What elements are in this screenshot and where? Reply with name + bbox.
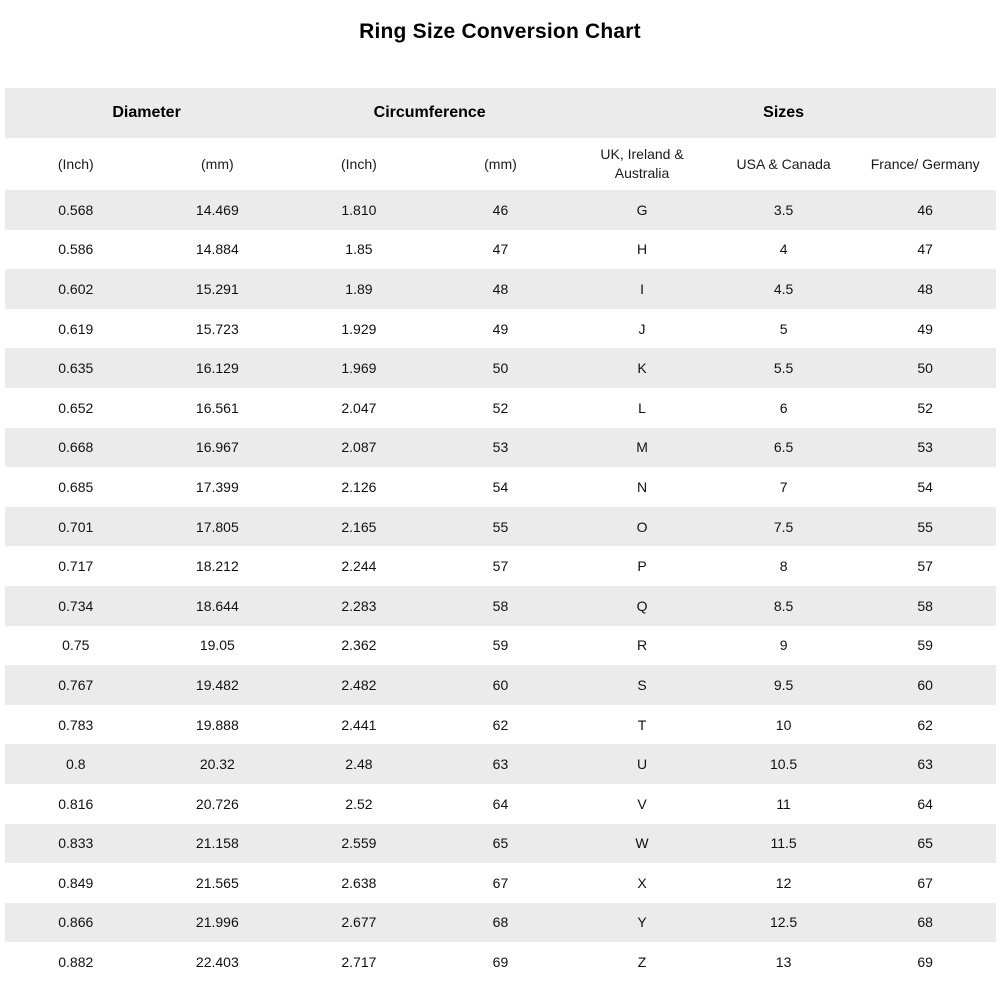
- table-cell: 2.283: [341, 597, 377, 614]
- table-cell: 47: [492, 241, 509, 258]
- table-cell: Z: [637, 954, 647, 971]
- table-cell: 0.586: [58, 241, 94, 258]
- table-cell: W: [635, 835, 649, 852]
- table-cell: H: [636, 241, 648, 258]
- table-cell: 58: [492, 597, 509, 614]
- table-cell: 21.565: [195, 874, 239, 891]
- table-cell: 4.5: [773, 280, 794, 297]
- table-cell: 15.723: [195, 320, 239, 337]
- table-cell: 2.244: [341, 558, 377, 575]
- table-cell: 0.717: [58, 558, 94, 575]
- table-cell: 17.399: [195, 478, 239, 495]
- table-cell: 55: [917, 518, 933, 535]
- table-cell: 53: [492, 439, 509, 456]
- table-cell: 9: [779, 637, 788, 654]
- table-row: [5, 705, 996, 745]
- table-cell: 0.701: [58, 518, 94, 535]
- table-cell: 0.635: [58, 360, 94, 377]
- table-cell: 17.805: [195, 518, 239, 535]
- table-cell: 19.05: [199, 637, 235, 654]
- table-cell: 60: [917, 676, 933, 693]
- table-cell: 16.129: [195, 360, 239, 377]
- table-cell: 19.482: [195, 676, 239, 693]
- table-cell: 0.668: [58, 439, 94, 456]
- table-row: [5, 269, 996, 309]
- table-cell: 10: [775, 716, 792, 733]
- group-header-row: [5, 88, 996, 138]
- table-cell: 50: [492, 360, 509, 377]
- group-header-sizes: Sizes: [763, 104, 805, 121]
- table-cell: 0.767: [58, 676, 94, 693]
- table-cell: G: [636, 201, 648, 218]
- table-cell: 4: [779, 241, 788, 258]
- table-cell: 2.48: [345, 756, 373, 773]
- column-header-6: France/ Germany: [870, 155, 980, 172]
- table-cell: 20.726: [195, 795, 239, 812]
- table-cell: 2.165: [341, 518, 377, 535]
- table-cell: 50: [917, 360, 933, 377]
- table-cell: 63: [492, 756, 509, 773]
- table-cell: 46: [492, 201, 509, 218]
- table-cell: 1.929: [341, 320, 377, 337]
- column-header-4: UK, Ireland & Australia: [600, 146, 684, 181]
- table-cell: 7: [779, 478, 788, 495]
- ring-size-conversion-table: [5, 88, 996, 982]
- table-cell: 0.568: [58, 201, 94, 218]
- table-cell: K: [637, 360, 647, 377]
- table-row: [5, 784, 996, 824]
- table-cell: 62: [492, 716, 509, 733]
- table-cell: 6: [779, 399, 788, 416]
- table-cell: 1.810: [341, 201, 377, 218]
- table-cell: 63: [917, 756, 933, 773]
- table-cell: L: [638, 399, 646, 416]
- table-cell: 0.833: [58, 835, 94, 852]
- table-cell: U: [636, 756, 648, 773]
- table-cell: 0.619: [58, 320, 94, 337]
- table-cell: 0.734: [58, 597, 94, 614]
- table-body: [5, 190, 996, 982]
- table-cell: 3.5: [773, 201, 794, 218]
- table-cell: 0.866: [58, 914, 94, 931]
- table-cell: 67: [492, 874, 509, 891]
- table-cell: 62: [917, 716, 933, 733]
- column-header-3: (mm): [484, 155, 517, 172]
- table-cell: V: [637, 795, 647, 812]
- table-cell: 18.212: [195, 558, 239, 575]
- table-cell: 10.5: [769, 756, 798, 773]
- table-cell: 57: [917, 558, 933, 575]
- table-row: [5, 467, 996, 507]
- table-cell: 57: [492, 558, 509, 575]
- table-cell: 0.75: [62, 637, 90, 654]
- table-cell: 0.783: [58, 716, 94, 733]
- table-cell: 0.849: [58, 874, 94, 891]
- table-cell: 64: [917, 795, 933, 812]
- table-cell: Y: [637, 914, 647, 931]
- column-header-5: USA & Canada: [736, 155, 831, 172]
- table-cell: 58: [917, 597, 933, 614]
- table-cell: P: [637, 558, 647, 575]
- table-cell: 12: [775, 874, 792, 891]
- table-cell: 2.677: [341, 914, 377, 931]
- table-cell: Q: [636, 597, 648, 614]
- table-cell: 15.291: [195, 280, 239, 297]
- table-cell: 8: [779, 558, 788, 575]
- table-row: [5, 586, 996, 626]
- table-cell: 68: [492, 914, 509, 931]
- table-cell: N: [636, 478, 648, 495]
- table-cell: 1.969: [341, 360, 377, 377]
- table-cell: 47: [917, 241, 933, 258]
- table-cell: 0.882: [58, 954, 94, 971]
- table-cell: 69: [492, 954, 509, 971]
- table-cell: 46: [917, 201, 933, 218]
- table-row: [5, 428, 996, 468]
- table-cell: X: [637, 874, 647, 891]
- table-cell: T: [637, 716, 647, 733]
- table-cell: 2.047: [341, 399, 377, 416]
- table-cell: J: [638, 320, 646, 337]
- table-row: [5, 626, 996, 666]
- table-cell: 1.85: [345, 241, 373, 258]
- table-cell: R: [636, 637, 648, 654]
- table-cell: 0.685: [58, 478, 94, 495]
- column-header-row: [5, 138, 996, 190]
- table-cell: M: [636, 439, 648, 456]
- table-cell: 60: [492, 676, 509, 693]
- table-cell: 68: [917, 914, 933, 931]
- table-cell: 67: [917, 874, 933, 891]
- table-cell: 64: [492, 795, 509, 812]
- table-cell: S: [637, 676, 647, 693]
- table-row: [5, 230, 996, 270]
- table-cell: 69: [917, 954, 933, 971]
- table-row: [5, 190, 996, 230]
- table-cell: 55: [492, 518, 509, 535]
- table-cell: 2.559: [341, 835, 377, 852]
- table-cell: 48: [917, 280, 933, 297]
- table-cell: 21.158: [195, 835, 239, 852]
- table-cell: 2.717: [341, 954, 377, 971]
- table-cell: 2.087: [341, 439, 377, 456]
- table-row: [5, 348, 996, 388]
- table-cell: 0.8: [66, 756, 86, 773]
- table-row: [5, 903, 996, 943]
- table-row: [5, 546, 996, 586]
- table-row: [5, 942, 996, 982]
- table-cell: 14.469: [195, 201, 239, 218]
- table-cell: 59: [917, 637, 933, 654]
- table-cell: O: [636, 518, 648, 535]
- table-cell: 2.482: [341, 676, 377, 693]
- table-cell: 52: [917, 399, 933, 416]
- table-cell: 59: [492, 637, 509, 654]
- table-cell: 18.644: [195, 597, 239, 614]
- table-row: [5, 863, 996, 903]
- table-cell: 48: [492, 280, 509, 297]
- column-header-0: (Inch): [57, 155, 94, 172]
- table-row: [5, 824, 996, 864]
- table-cell: 54: [492, 478, 509, 495]
- table-cell: 1.89: [345, 280, 373, 297]
- table-cell: 0.652: [58, 399, 94, 416]
- table-cell: 2.638: [341, 874, 377, 891]
- table-cell: 11: [776, 795, 791, 812]
- table-cell: 16.561: [195, 399, 239, 416]
- table-cell: 52: [492, 399, 509, 416]
- table-row: [5, 744, 996, 784]
- group-header-diameter: Diameter: [112, 104, 181, 121]
- page-title: Ring Size Conversion Chart: [359, 20, 641, 43]
- table-cell: 2.362: [341, 637, 377, 654]
- table-cell: 13: [775, 954, 792, 971]
- table-header: [5, 88, 996, 190]
- table-cell: 22.403: [195, 954, 239, 971]
- table-row: [5, 388, 996, 428]
- table-cell: 2.441: [341, 716, 377, 733]
- table-cell: 0.602: [58, 280, 94, 297]
- table-cell: I: [640, 280, 644, 297]
- table-cell: 65: [492, 835, 509, 852]
- table-row: [5, 665, 996, 705]
- table-cell: 19.888: [195, 716, 239, 733]
- table-cell: 11.5: [770, 835, 797, 852]
- table-cell: 49: [492, 320, 509, 337]
- table-cell: 21.996: [195, 914, 239, 931]
- table-cell: 2.52: [345, 795, 373, 812]
- table-cell: 5.5: [773, 360, 794, 377]
- table-row: [5, 507, 996, 547]
- table-cell: 6.5: [773, 439, 794, 456]
- table-cell: 8.5: [773, 597, 794, 614]
- table-cell: 9.5: [773, 676, 794, 693]
- table-cell: 53: [917, 439, 933, 456]
- table-cell: 54: [917, 478, 933, 495]
- table-cell: 20.32: [199, 756, 235, 773]
- column-header-1: (mm): [201, 155, 234, 172]
- table-cell: 5: [779, 320, 788, 337]
- table-cell: 12.5: [769, 914, 798, 931]
- column-header-2: (Inch): [341, 155, 377, 172]
- table-cell: 2.126: [341, 478, 377, 495]
- table-cell: 49: [917, 320, 933, 337]
- table-cell: 14.884: [195, 241, 239, 258]
- table-cell: 65: [917, 835, 933, 852]
- table-cell: 16.967: [195, 439, 239, 456]
- table-cell: 0.816: [58, 795, 94, 812]
- table-cell: 7.5: [773, 518, 794, 535]
- table-row: [5, 309, 996, 349]
- group-header-circumference: Circumference: [373, 104, 486, 121]
